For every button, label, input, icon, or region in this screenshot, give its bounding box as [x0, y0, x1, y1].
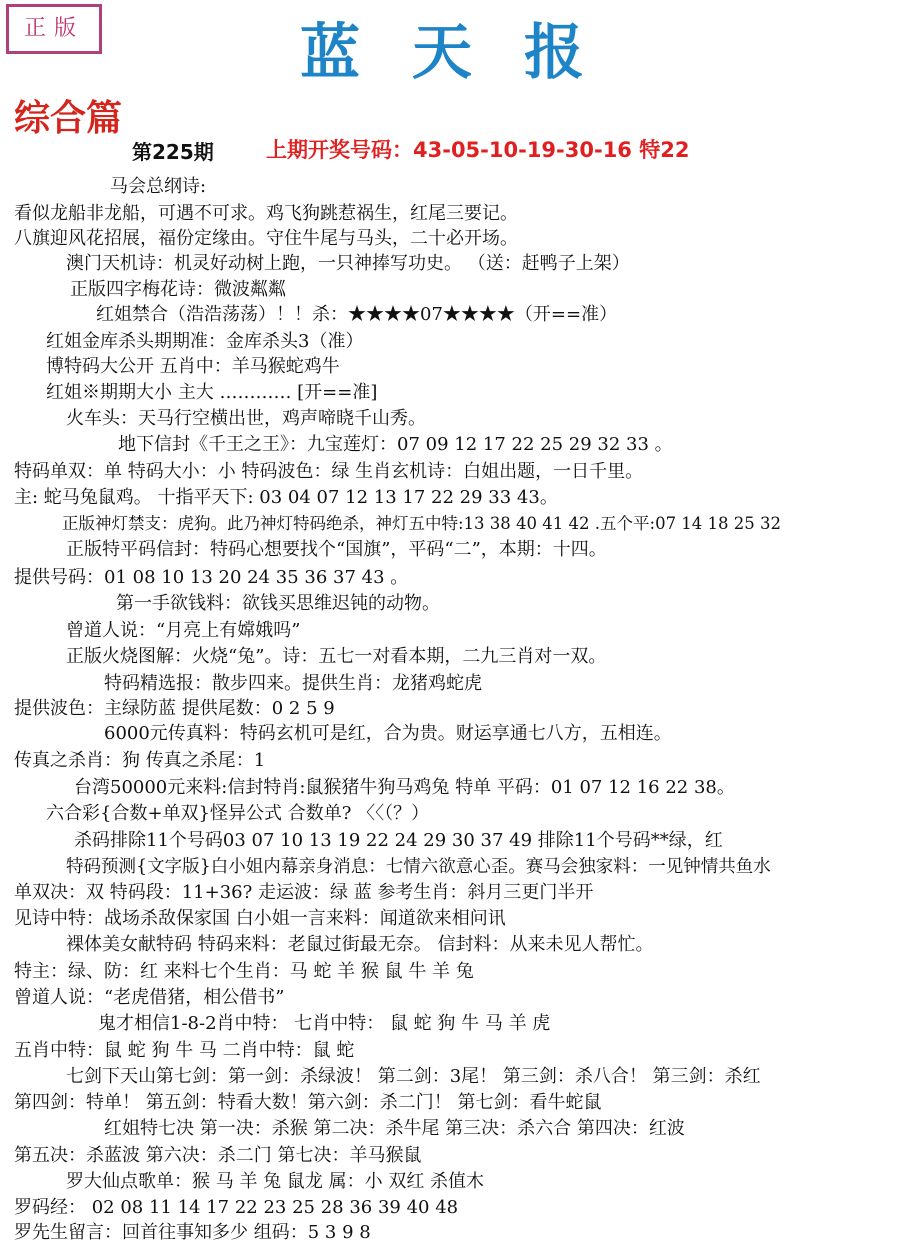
masthead-title: 蓝天报: [300, 18, 636, 88]
text-line: 提供号码：01 08 10 13 20 24 35 36 37 43 。: [14, 567, 409, 588]
text-line: 澳门天机诗：机灵好动树上跑，一只神捧写功史。 （送：赶鸭子上架）: [66, 253, 630, 274]
text-line: 八旗迎风花招展，福份定缘由。守住牛尾与马头，二十必开场。: [14, 228, 518, 249]
text-line: 看似龙船非龙船，可遇不可求。鸡飞狗跳惹祸生，红尾三要记。: [14, 203, 518, 224]
text-line: 特码预测{文字版}白小姐内幕亲身消息：七情六欲意心歪。赛马会独家料：一见钟情共鱼水: [66, 857, 771, 877]
text-line: 五肖中特：鼠 蛇 狗 牛 马 二肖中特：鼠 蛇: [14, 1040, 355, 1061]
text-line: 七剑下天山第七剑：第一剑：杀绿波！ 第二剑：3尾！ 第三剑：杀八合！ 第三剑：杀红: [66, 1066, 761, 1087]
text-line: 见诗中特：战场杀敌保家国 白小姐一言来料：闻道欲来相问讯: [14, 908, 506, 929]
text-line: 杀码排除11个号码03 07 10 13 19 22 24 29 30 37 49 排除11个号码**绿，红: [74, 830, 723, 851]
text-line: 马会总纲诗:: [110, 176, 207, 197]
issue-number: 第225期: [132, 140, 214, 164]
text-line: 6000元传真料：特码玄机可是红，合为贵。财运享通七八方，五相连。: [104, 723, 672, 744]
text-line: 正版火烧图解：火烧“兔”。诗：五七一对看本期，二九三肖对一双。: [66, 646, 607, 667]
section-title: 综合篇: [14, 97, 123, 139]
text-line: 火车头：天马行空横出世，鸡声啼晓千山秀。: [66, 408, 426, 429]
text-line: 地下信封《千王之王》：九宝莲灯：07 09 12 17 22 25 29 32 33 。: [118, 434, 673, 455]
text-line: 正版四字梅花诗：微波粼粼: [70, 279, 286, 300]
text-line: 罗大仙点歌单：猴 马 羊 兔 鼠龙 属：小 双红 杀值木: [66, 1171, 485, 1192]
text-line: 红姐禁合（浩浩荡荡）！！杀：★★★★07★★★★（开==准）: [96, 304, 618, 325]
text-line: 台湾50000元来料:信封特肖:鼠猴猪牛狗马鸡兔 特单 平码：01 07 12 16 22 38。: [74, 777, 735, 798]
text-line: 第四剑：特单！ 第五剑：特看大数！第六剑：杀二门！ 第七剑：看牛蛇鼠: [14, 1092, 602, 1113]
text-line: 红姐特七决 第一决：杀猴 第二决：杀牛尾 第三决：杀六合 第四决：红波: [104, 1118, 685, 1139]
text-line: 博特码大公开 五肖中：羊马猴蛇鸡牛: [46, 356, 340, 377]
text-line: 罗码经： 02 08 11 14 17 22 23 25 28 36 39 40 48: [14, 1197, 459, 1218]
authentic-badge: 正版: [6, 4, 102, 54]
text-line: 曾道人说：“老虎借猪，相公借书”: [14, 987, 285, 1008]
text-line: 曾道人说：“月亮上有嫦娥吗”: [66, 620, 301, 641]
text-line: 主: 蛇马兔鼠鸡。 十指平天下: 03 04 07 12 13 17 22 29 33 43。: [14, 487, 558, 508]
text-line: 提供波色：主绿防蓝 提供尾数：0 2 5 9: [14, 698, 335, 719]
text-line: 罗先生留言：回首往事知多少 组码：5 3 9 8: [14, 1222, 371, 1243]
text-line: 正版特平码信封：特码心想要找个“国旗”，平码“二”，本期：十四。: [66, 539, 607, 560]
text-line: 特码单双：单 特码大小：小 特码波色：绿 生肖玄机诗：白姐出题，一日千里。: [14, 461, 644, 482]
text-line: 正版神灯禁支：虎狗。此乃神灯特码绝杀，神灯五中特:13 38 40 41 42 .五个平:07 14 18 25 32: [62, 514, 782, 533]
text-line: 裸体美女献特码 特码来料：老鼠过街最无奈。 信封料：从来未见人帮忙。: [66, 934, 654, 955]
text-line: 红姐※期期大小 主大 ………… [开==准]: [46, 382, 378, 403]
text-line: 第一手欲钱料：欲钱买思维迟钝的动物。: [116, 593, 440, 614]
text-line: 红姐金库杀头期期准：金库杀头3（准）: [46, 331, 364, 352]
text-line: 六合彩{合数+单双}怪异公式 合数单? 〈〈（？）: [46, 803, 430, 824]
text-line: 特主：绿、防：红 来料七个生肖：马 蛇 羊 猴 鼠 牛 羊 兔: [14, 961, 474, 982]
text-line: 传真之杀肖：狗 传真之杀尾：1: [14, 750, 266, 771]
text-line: 特码精选报：散步四来。提供生肖：龙猪鸡蛇虎: [104, 673, 482, 694]
text-line: 单双决：双 特码段：11+36? 走运波：绿 蓝 参考生肖：斜月三更门半开: [14, 882, 594, 903]
text-line: 第五决：杀蓝波 第六决：杀二门 第七决：羊马猴鼠: [14, 1145, 422, 1166]
text-line: 鬼才相信1-8-2肖中特： 七肖中特： 鼠 蛇 狗 牛 马 羊 虎: [98, 1013, 551, 1034]
last-draw-numbers: 上期开奖号码：43-05-10-19-30-16 特22: [266, 138, 690, 162]
